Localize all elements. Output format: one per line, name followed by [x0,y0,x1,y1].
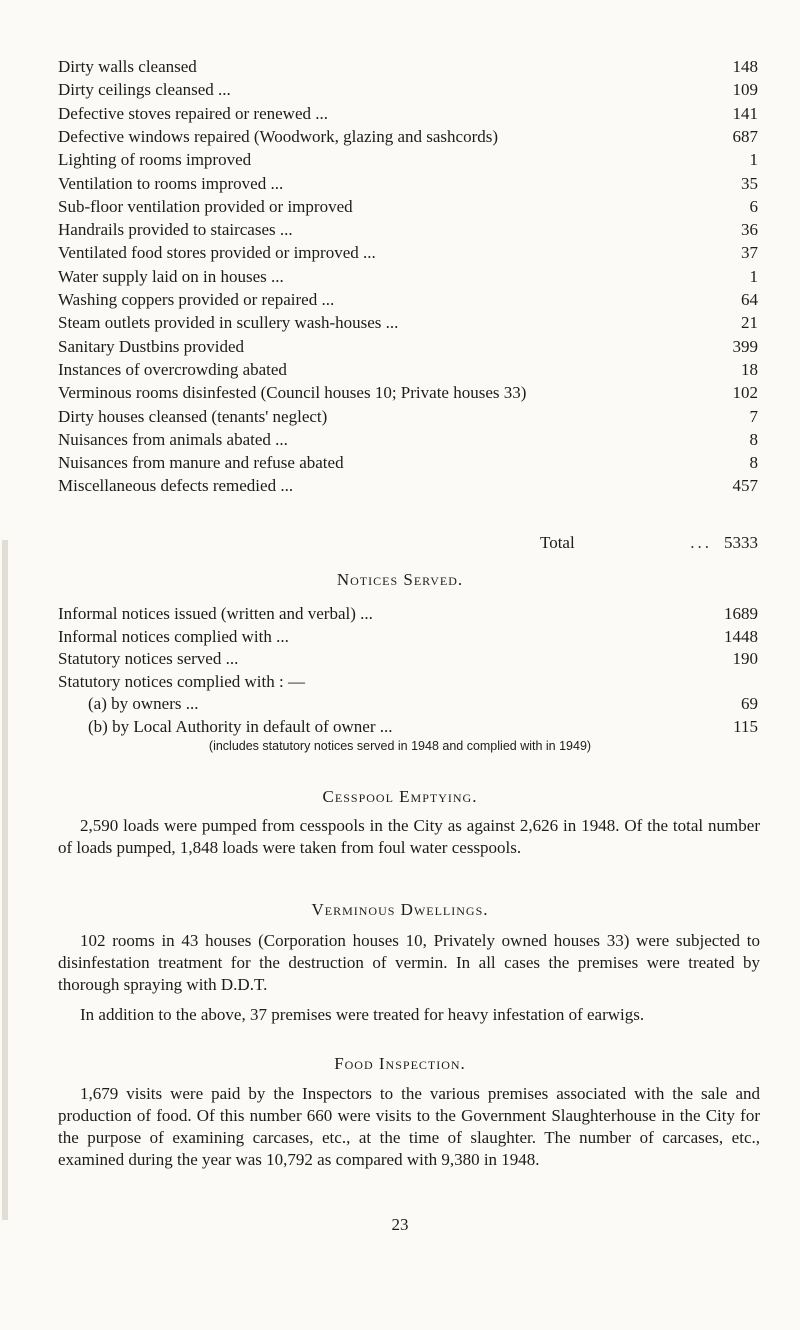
defect-row-label: Defective windows repaired (Woodwork, glazing and sashcords) [58,126,499,146]
cesspool-paragraph: 2,590 loads were pumped from cesspools in the City as against 2,626 in 1948. Of the total number of loads pumped, 1,848 loads were taken from foul water cesspools. [58,816,760,857]
defect-row-label: Nuisances from animals abated ... [58,429,288,449]
food-paragraph: 1,679 visits were paid by the Inspectors to the various premises associated with the sale and production of food. Of this number 660 were visits to the Government Slaughterhouse in the City for the purpose of examining carcases, etc., at the time of slaughter. The number of carcases, etc., examined during the year was 10,792 as compared with 9,380 in 1948. [58,1084,760,1169]
notices-note: (includes statutory notices served in 1948 and complied with in 1949) [208,739,592,753]
verminous-heading: Verminous Dwellings. [311,900,489,919]
defect-row [58,196,758,218]
defect-row-value: 109 [732,80,758,100]
defect-row-label: Verminous rooms disinfested (Council houses 10; Private houses 33) [58,383,527,403]
defect-row [58,475,758,497]
defect-row-label: Washing coppers provided or repaired ... [58,290,335,309]
leader-dots: ... [690,533,712,552]
defect-row-label: Dirty walls cleansed [58,57,197,76]
notice-row [58,648,758,670]
defect-row [58,173,758,195]
food-section [58,1083,760,1171]
defect-row-value: 141 [732,103,758,123]
notice-row-value: 115 [733,717,758,736]
defect-row [58,359,758,381]
defect-row-label: Miscellaneous defects remedied ... [58,476,294,496]
defect-row-value: 18 [741,359,758,379]
total-label: Total [540,533,575,552]
defect-row [58,79,758,101]
defect-row-value: 148 [732,57,758,76]
defect-row-label: Dirty houses cleansed (tenants' neglect) [58,406,328,426]
defect-row-label: Steam outlets provided in scullery wash-houses ... [58,313,399,333]
defect-row-label: Nuisances from manure and refuse abated [58,453,344,473]
defect-row-value: 8 [749,453,758,473]
defects-total-row [540,532,758,554]
page-number: 23 [391,1215,409,1234]
notice-row-value: 1448 [724,626,758,646]
defect-row-label: Ventilation to rooms improved ... [58,173,284,193]
verminous-section [58,930,760,1026]
notice-row [58,626,758,648]
defect-row-value: 8 [749,429,758,449]
defect-row-value: 457 [732,476,758,496]
defect-row-value: 7 [749,406,758,426]
defect-row [58,452,758,474]
notice-row-value: 1689 [724,604,758,623]
notice-row [88,693,758,715]
defect-row-value: 687 [732,126,758,146]
notice-row-label: Informal notices complied with ... [58,626,289,646]
defect-row-value: 64 [741,290,758,309]
defect-row-value: 36 [741,220,758,240]
defect-row [58,289,758,311]
defect-row-value: 37 [741,243,758,263]
defect-row-label: Sanitary Dustbins provided [58,336,245,356]
defect-row [58,149,758,171]
notice-row [58,671,758,693]
defect-row-label: Instances of overcrowding abated [58,359,287,379]
defect-row [58,103,758,125]
total-value: 5333 [724,533,758,552]
notice-row-label: Informal notices issued (written and verbal) ... [58,604,373,623]
notice-row [88,716,758,738]
defect-row-value: 6 [749,196,758,216]
notices-heading: Notices Served. [336,570,464,589]
defect-row [58,312,758,334]
defect-row-label: Water supply laid on in houses ... [58,266,284,286]
cesspool-heading: Cesspool Emptying. [322,787,478,806]
notice-row-label: (b) by Local Authority in default of owner ... [88,717,393,736]
defect-row-label: Handrails provided to staircases ... [58,220,293,240]
defect-row-value: 399 [732,336,758,356]
defect-row-label: Dirty ceilings cleansed ... [58,80,231,100]
verminous-paragraph-1: 102 rooms in 43 houses (Corporation houses 10, Privately owned houses 33) were subjected to disinfestation treatment for the destruction of vermin. In all cases the premises were treated by thorough spraying with D.D.T. [58,931,760,994]
defect-row-value: 102 [732,383,758,403]
defect-row-label: Sub-floor ventilation provided or improved [58,196,353,216]
notice-row-label: Statutory notices served ... [58,649,239,669]
defect-row [58,56,758,78]
defect-row-value: 35 [741,173,758,193]
notice-row-value: 190 [732,649,758,669]
notice-row-label: Statutory notices complied with : — [58,671,305,691]
defect-row-label: Lighting of rooms improved [58,150,252,170]
notice-row-value: 69 [741,694,758,714]
defect-row [58,219,758,241]
verminous-paragraph-2: In addition to the above, 37 premises were treated for heavy infestation of earwigs. [80,1005,645,1024]
cesspool-section [58,815,760,859]
defect-row [58,242,758,264]
scan-margin-shadow [2,540,8,1220]
defect-row-label: Ventilated food stores provided or improved ... [58,243,376,263]
defect-row-value: 1 [749,150,758,170]
defect-row [58,266,758,288]
defect-row-value: 21 [741,313,758,333]
food-heading: Food Inspection. [334,1054,466,1073]
defect-row-label: Defective stoves repaired or renewed ... [58,103,328,123]
defect-row [58,406,758,428]
notice-row-label: (a) by owners ... [88,694,199,714]
defect-row [58,382,758,404]
notice-row [58,603,758,625]
defect-row-value: 1 [749,266,758,286]
defect-row [58,126,758,148]
defect-row [58,429,758,451]
defect-row [58,336,758,358]
